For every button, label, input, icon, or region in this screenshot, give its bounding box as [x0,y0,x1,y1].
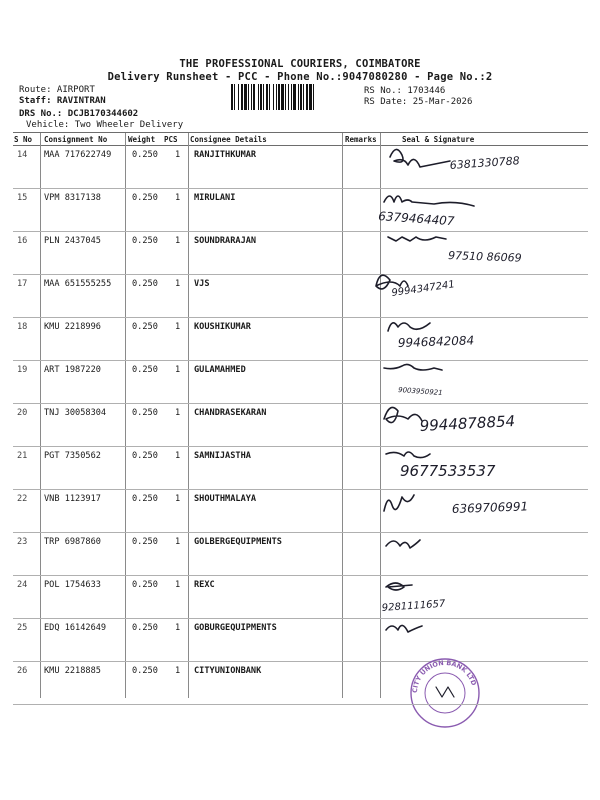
vehicle-label: Vehicle: Two Wheeler Delivery [26,120,184,130]
row-consignment: VNB 1123917 [44,494,101,504]
handwritten-phone: 97510 86069 [447,249,522,265]
row-weight: 0.250 [132,193,158,203]
row-sno: 26 [17,666,28,676]
runsheet-subtitle: Delivery Runsheet - PCC - Phone No.:9047080280 - Page No.:2 [107,71,493,83]
barcode-bar [263,84,264,110]
barcode-bar [291,84,292,110]
table-row [0,658,600,704]
col-header-pcs: PCS [164,135,178,144]
signature-scribble [386,625,422,632]
barcode-bar [288,84,289,110]
row-weight: 0.250 [132,365,158,375]
table-row [0,317,600,360]
col-header-seal: Seal & Signature [402,135,475,144]
signature-scribble [386,540,420,548]
barcode-bar [306,84,308,110]
signature-scribble [384,364,442,370]
company-title: THE PROFESSIONAL COURIERS, COIMBATORE [179,58,421,70]
row-consignment: TRP 6987860 [44,537,101,547]
row-sno: 23 [17,537,28,547]
table-row [0,489,600,532]
col-header-weight: Weight [128,135,156,144]
table-row [0,360,600,403]
row-sno: 22 [17,494,28,504]
row-consignment: POL 1754633 [44,580,101,590]
row-weight: 0.250 [132,279,158,289]
col-header-consignment: Consignment No [44,135,108,144]
row-consignee: SAMNIJASTHA [194,451,251,461]
rs-number: RS No.: 1703446 [364,86,446,96]
row-sno: 16 [17,236,28,246]
barcode-bar [293,84,296,110]
barcode-bar [241,84,243,110]
barcode-icon [231,84,359,110]
header-top-rule [13,132,588,133]
signature-scribble [390,149,450,167]
row-consignee: REXC [194,580,215,590]
row-sno: 17 [17,279,28,289]
row-consignment: PGT 7350562 [44,451,101,461]
row-weight: 0.250 [132,666,158,676]
barcode-bar [269,84,270,110]
row-pcs: 1 [175,193,181,203]
row-consignee: MIRULANI [194,193,236,203]
row-weight: 0.250 [132,236,158,246]
barcode-bar [266,84,268,110]
handwritten-phone: 9946842084 [397,333,475,350]
row-sno: 14 [17,150,28,160]
barcode-bar [260,84,262,110]
barcode-bar [234,84,235,110]
row-pcs: 1 [175,236,181,246]
row-weight: 0.250 [132,623,158,633]
signature-scribble [384,495,414,511]
barcode-bar [253,84,255,110]
table-row [0,618,600,661]
signature-scribble [384,407,422,422]
row-consignee: CITYUNIONBANK [194,666,262,676]
handwritten-phone: 9003950921 [397,386,443,398]
handwritten-phone: 6381330788 [449,154,521,172]
table-row [0,145,600,188]
row-consignee: GULAMAHMED [194,365,246,375]
row-consignment: EDQ 16142649 [44,623,107,633]
row-pcs: 1 [175,580,181,590]
row-consignment: KMU 2218885 [44,666,101,676]
signature-area [370,657,588,709]
row-consignee: VJS [194,279,210,289]
row-pcs: 1 [175,365,181,375]
signature-scribble [386,452,430,458]
col-header-sno: S No [14,135,33,144]
seal-text: CITY UNION BANK LTD [410,658,478,694]
row-sno: 24 [17,580,28,590]
barcode-bar [244,84,247,110]
row-pcs: 1 [175,322,181,332]
table-row [0,446,600,489]
barcode-bar [258,84,259,110]
row-consignment: MAA 651555255 [44,279,112,289]
row-consignment: MAA 717622749 [44,150,112,160]
row-weight: 0.250 [132,580,158,590]
bank-seal-stamp [411,659,479,727]
barcode-bar [231,84,233,110]
barcode-bar [281,84,284,110]
barcode-bar [285,84,286,110]
row-weight: 0.250 [132,408,158,418]
handwritten-phone: 6369706991 [451,499,529,516]
row-consignee: CHANDRASEKARAN [194,408,267,418]
handwritten-phone: 6379464407 [377,209,455,229]
row-consignee: RANJITHKUMAR [194,150,257,160]
row-consignment: VPM 8317138 [44,193,101,203]
table-row [0,188,600,231]
staff-label: Staff: RAVINTRAN [19,96,106,106]
signature-scribble [388,237,446,241]
row-weight: 0.250 [132,322,158,332]
row-pcs: 1 [175,150,181,160]
row-sno: 18 [17,322,28,332]
barcode-bar [303,84,304,110]
table-row [0,231,600,274]
barcode-bar [238,84,239,110]
signature-scribble [386,583,412,590]
row-weight: 0.250 [132,451,158,461]
row-consignment: PLN 2437045 [44,236,101,246]
row-sno: 19 [17,365,28,375]
row-sno: 21 [17,451,28,461]
col-header-remarks: Remarks [345,135,377,144]
row-weight: 0.250 [132,537,158,547]
drs-number: DRS No.: DCJB170344602 [19,109,139,119]
table-row [0,532,600,575]
barcode-bar [300,84,302,110]
row-pcs: 1 [175,279,181,289]
barcode-bar [309,84,312,110]
row-pcs: 1 [175,666,181,676]
row-weight: 0.250 [132,494,158,504]
row-consignee: KOUSHIKUMAR [194,322,251,332]
row-pcs: 1 [175,494,181,504]
row-divider [13,704,588,705]
barcode-bar [251,84,252,110]
row-sno: 15 [17,193,28,203]
row-consignee: SHOUTHMALAYA [194,494,257,504]
row-consignee: SOUNDRARAJAN [194,236,257,246]
route-label: Route: AIRPORT [19,85,95,95]
col-header-consignee: Consignee Details [190,135,267,144]
handwritten-phone: 9677533537 [400,462,496,480]
row-sno: 25 [17,623,28,633]
row-consignment: KMU 2218996 [44,322,101,332]
barcode-bar [278,84,280,110]
row-sno: 20 [17,408,28,418]
handwritten-phone: 9944878854 [419,412,516,435]
row-pcs: 1 [175,451,181,461]
rs-date: RS Date: 25-Mar-2026 [364,97,473,107]
row-consignment: ART 1987220 [44,365,101,375]
handwritten-phone: 9281111657 [381,598,446,614]
table-row [0,575,600,618]
row-consignee: GOLBERGEQUIPMENTS [194,537,282,547]
barcode-bar [273,84,274,110]
row-consignment: TNJ 30058304 [44,408,107,418]
table-row [0,403,600,446]
signature-scribble [384,196,474,206]
row-weight: 0.250 [132,150,158,160]
row-pcs: 1 [175,623,181,633]
barcode-bar [248,84,249,110]
row-pcs: 1 [175,408,181,418]
signature-scribble [388,323,430,331]
barcode-bar [313,84,314,110]
row-pcs: 1 [175,537,181,547]
barcode-bar [298,84,299,110]
table-row [0,274,600,317]
svg-text:CITY UNION BANK LTD [411,659,478,693]
barcode-bar [276,84,277,110]
row-consignee: GOBURGEQUIPMENTS [194,623,277,633]
handwritten-phone: 9994347241 [390,279,456,299]
